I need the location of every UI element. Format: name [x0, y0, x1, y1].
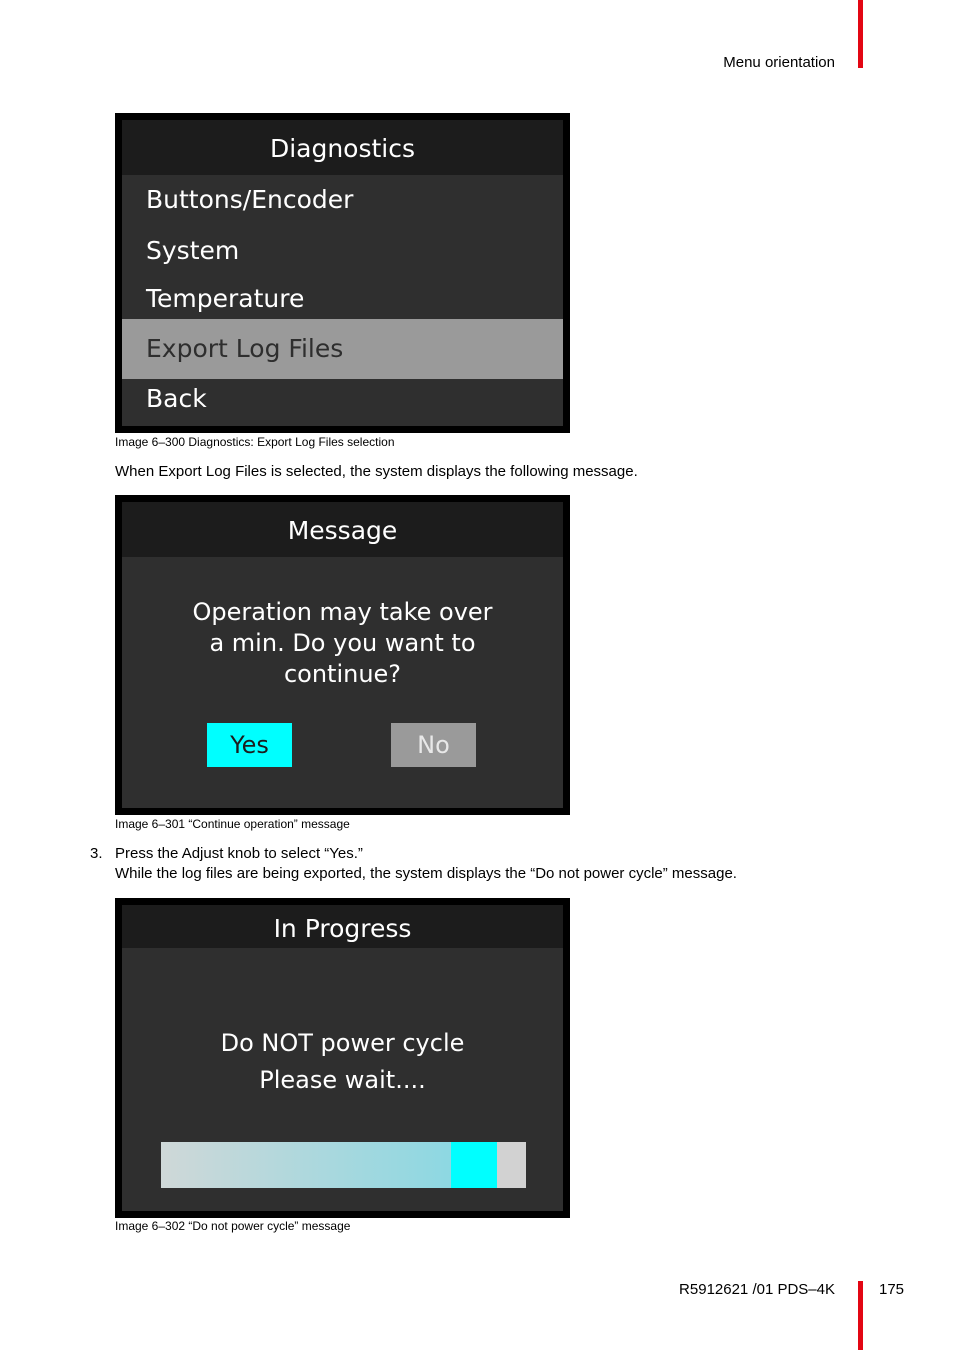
message-line: continue?	[283, 660, 402, 688]
screen-title: Diagnostics	[122, 120, 563, 175]
message-panel	[122, 557, 563, 808]
progress-message	[122, 1025, 563, 1099]
menu-item-temperature[interactable]: Temperature	[146, 284, 305, 313]
menu-item-system[interactable]: System	[146, 236, 240, 265]
step-description: While the log files are being exported, the system displays the “Do not power cycle” message.	[115, 865, 737, 882]
diagnostics-screen	[115, 113, 570, 433]
message-screen	[115, 495, 570, 815]
menu-item-buttons-encoder[interactable]: Buttons/Encoder	[146, 185, 354, 214]
figure-caption: Image 6–301 “Continue operation” message	[115, 817, 350, 831]
dialog-message	[122, 597, 563, 690]
message-line: Please wait....	[259, 1066, 426, 1094]
message-line: Do NOT power cycle	[220, 1029, 465, 1057]
progress-indicator	[451, 1142, 497, 1188]
accent-bar-bottom	[858, 1281, 863, 1350]
intro-paragraph: When Export Log Files is selected, the system displays the following message.	[115, 463, 638, 480]
page-number: 175	[879, 1281, 905, 1298]
message-line: a min. Do you want to	[209, 629, 476, 657]
figure-caption: Image 6–302 “Do not power cycle” message	[115, 1219, 351, 1233]
progress-panel	[122, 948, 563, 1211]
progress-screen	[115, 898, 570, 1218]
yes-button[interactable]: Yes	[207, 723, 292, 767]
menu-panel	[122, 175, 563, 426]
accent-bar-top	[858, 0, 863, 68]
step-number: 3.	[90, 845, 103, 862]
figure-caption: Image 6–300 Diagnostics: Export Log Files selection	[115, 435, 395, 449]
no-button[interactable]: No	[391, 723, 476, 767]
progress-bar	[161, 1142, 526, 1188]
progress-fill	[161, 1142, 451, 1188]
menu-item-export-log-files[interactable]: Export Log Files	[122, 319, 563, 379]
step-instruction: Press the Adjust knob to select “Yes.”	[115, 845, 363, 862]
screen-title: In Progress	[122, 905, 563, 948]
document-id: R5912621 /01 PDS–4K	[679, 1281, 835, 1298]
screen-title: Message	[122, 502, 563, 557]
message-line: Operation may take over	[192, 598, 493, 626]
section-title: Menu orientation	[723, 54, 835, 71]
menu-item-back[interactable]: Back	[146, 384, 207, 413]
